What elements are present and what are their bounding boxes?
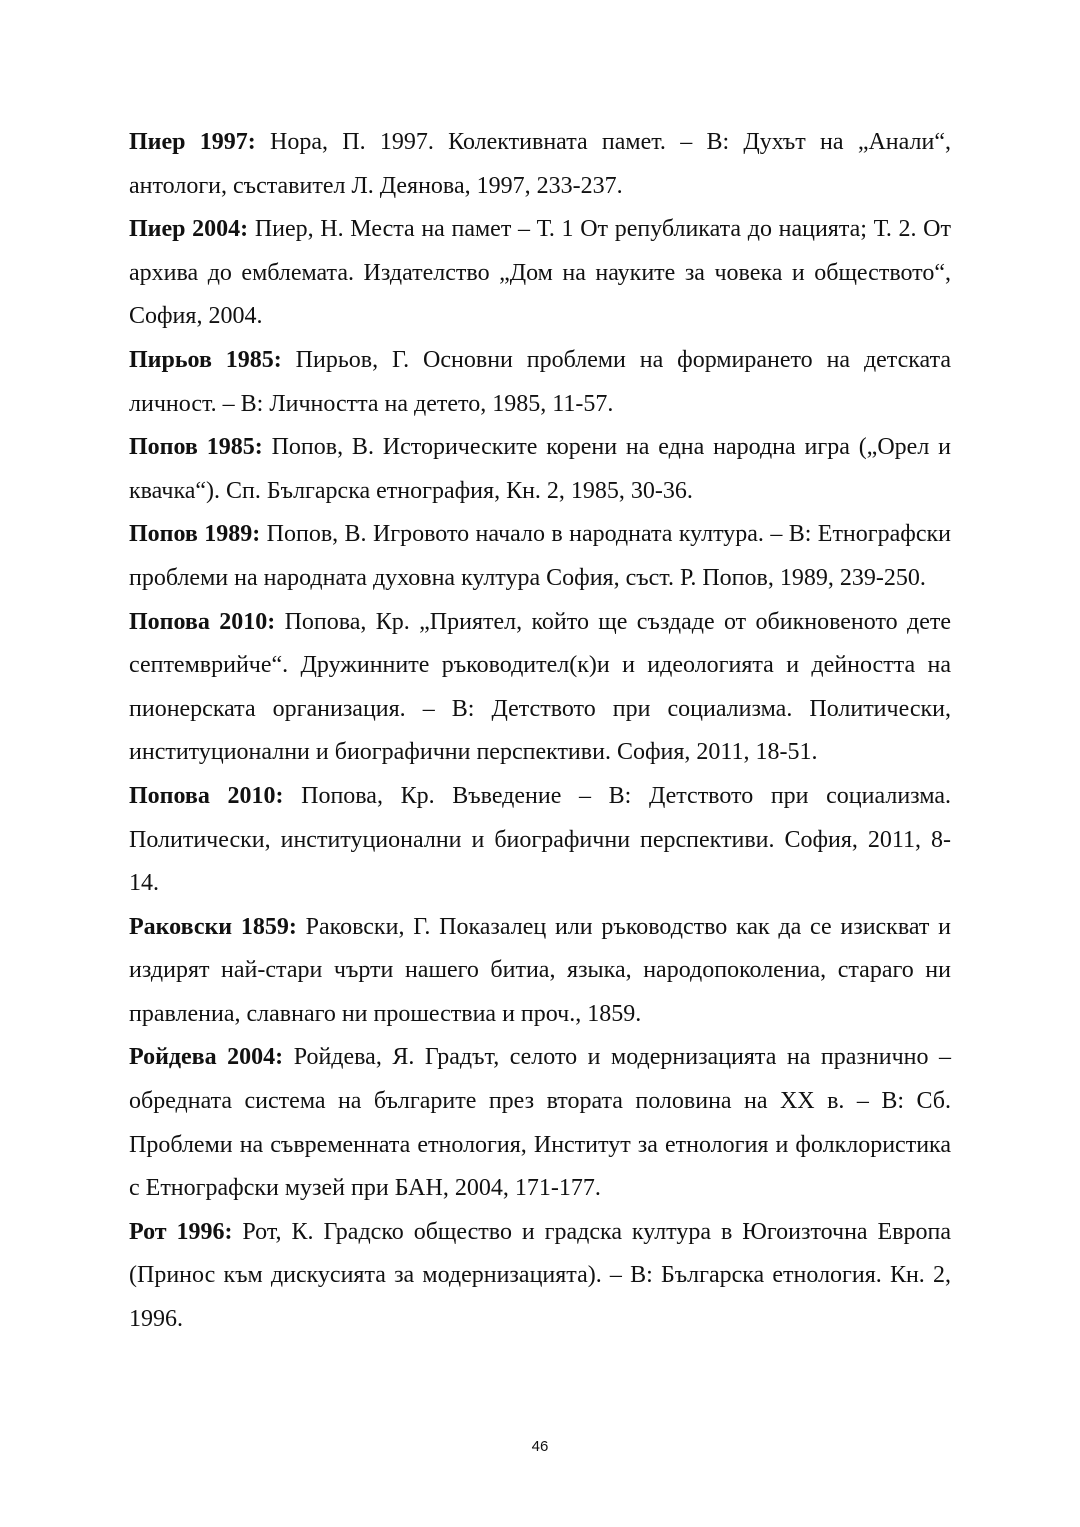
entry-text: Рот, К. Градско общество и градска култура в Югоизточна Европа (Принос към дискусията за модернизацията). – В: Българска етнология. Кн. 2, 1996. [129,1218,952,1333]
entry-key: Ройдева 2004: [129,1044,284,1071]
entry-key: Пиер 1997: [129,129,256,155]
bibliography-entry [129,775,951,906]
bibliography-entry [129,601,951,775]
entry-text: Попов, В. Игровото начало в народната култура. – В: Етнографски проблеми на народната духовна култура София, съст. Р. Попов, 1989, 239-250. [129,521,951,591]
entry-text: Пиер, Н. Места на памет – Т. 1 От републиката до нацията; Т. 2. От архива до емблемата. Издателство „Дом на науките за човека и обществото“, София, 2004. [129,216,951,330]
entry-key: Раковски 1859: [129,913,297,940]
bibliography-entry [129,426,951,513]
entry-key: Рот 1996: [129,1218,233,1245]
entry-text: Нора, П. 1997. Колективната памет. – В: Духът на „Анали“, антологи, съставител Л. Деянова, 1997, 233-237. [129,129,951,199]
entry-key: Пиер 2004: [129,216,249,243]
entry-text: Пирьов, Г. Основни проблеми на формирането на детската личност. – В: Личността на детето, 1985, 11-57. [129,346,951,417]
entry-key: Пирьов 1985: [129,346,282,373]
bibliography-entry [129,339,951,426]
bibliography-entry [129,1036,951,1210]
entry-text: Попов, В. Историческите корени на една народна игра („Орел и квачка“). Сп. Българска етнография, Кн. 2, 1985, 30-36. [129,434,951,504]
bibliography-list [129,121,951,1342]
page-number: 46 [531,1438,549,1455]
bibliography-entry [129,1211,951,1342]
entry-key: Попова 2010: [129,782,284,809]
bibliography-entry [129,906,951,1037]
entry-text: Попова, Кр. „Приятел, който ще създаде от обикновеното дете септемврийче“. Дружинните ръководител(к)и и идеологията и дейността на пионерската организация. – В: Детството при социализма. Политически, институционални и биографични перспективи. София, 2011, 18-51. [129,608,951,766]
bibliography-entry [129,513,951,600]
bibliography-entry [129,121,951,208]
entry-key: Попова 2010: [129,608,276,635]
entry-key: Попов 1985: [129,434,263,461]
entry-text: Ройдева, Я. Градът, селото и модернизацията на празнично – обредната система на българите през втората половина на XX в. – В: Сб. Проблеми на съвременната етнология, Институт за етнология и фолклористика с Етнографски музей при БАН, 2004, 171-177. [129,1044,952,1202]
entry-text: Попова, Кр. Въведение – В: Детството при социализма. Политически, институционални и биографични перспективи. София, 2011, 8-14. [129,782,951,897]
entry-key: Попов 1989: [129,521,261,548]
bibliography-entry [129,208,951,339]
entry-text: Раковски, Г. Показалец или ръководство как да се изискват и издирят най-стари чърти нашего битиа, языка, народопоколениа, стараго ни правлениа, славнаго ни прошествиа и проч., 1859. [129,913,951,1027]
